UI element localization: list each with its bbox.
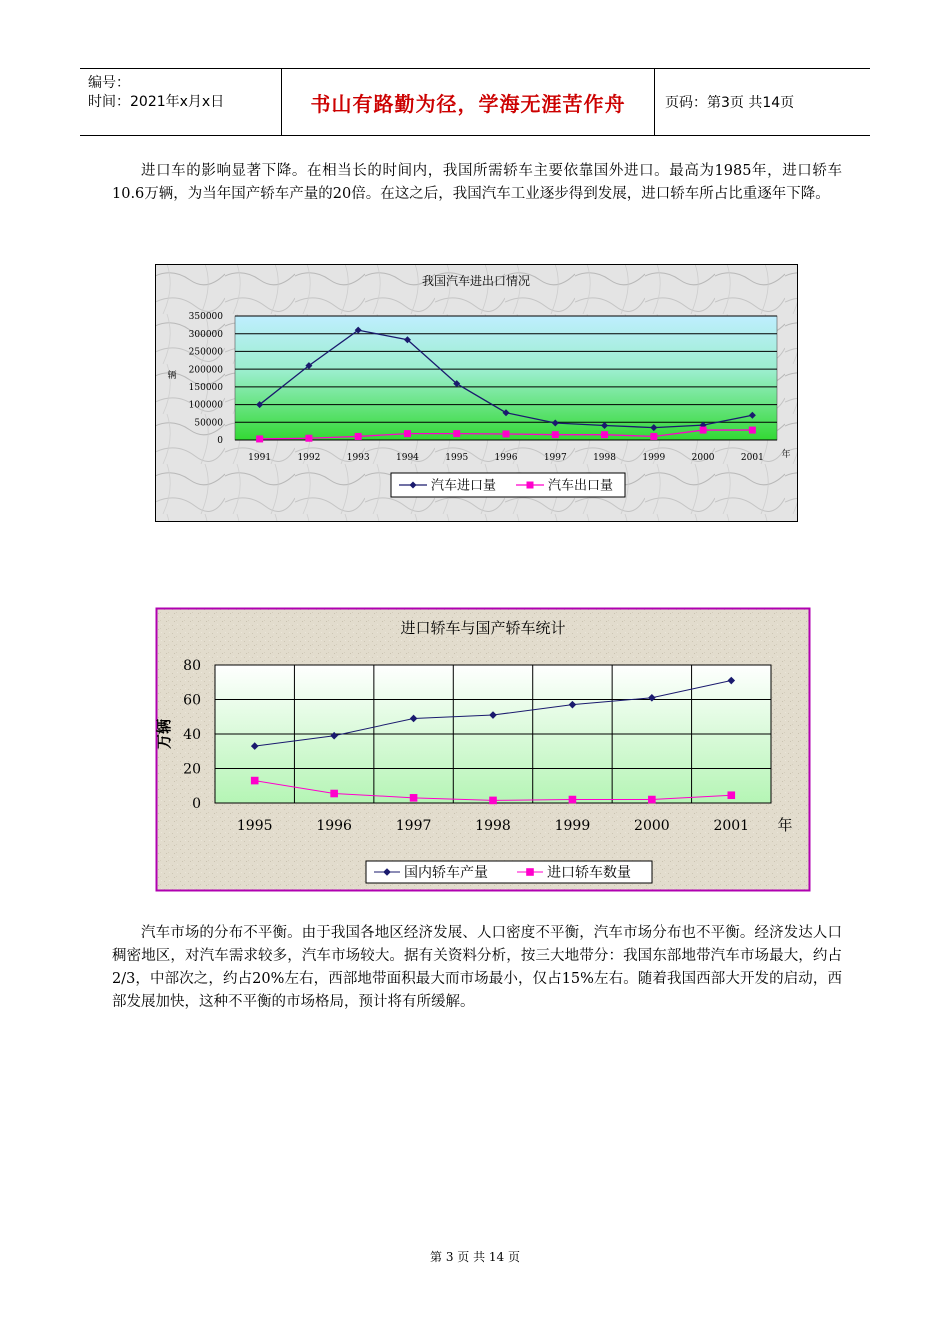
chart-title: 我国汽车进出口情况: [421, 274, 531, 288]
chart-svg: [155, 607, 811, 892]
y-tick-label: 40: [183, 726, 201, 743]
x-tick-label: 1991: [248, 453, 272, 463]
data-point: [404, 430, 411, 437]
data-point: [256, 435, 263, 442]
paragraph-import-cars: [112, 160, 842, 206]
y-axis-label: 万辆: [155, 718, 173, 750]
y-tick-label: 20: [183, 761, 201, 778]
header-motto: [282, 69, 655, 135]
x-tick-label: 1995: [236, 818, 273, 834]
data-point: [749, 427, 756, 434]
data-point: [453, 430, 460, 437]
y-tick-label: 50000: [194, 418, 223, 429]
page-header: [80, 68, 870, 136]
legend-marker: [526, 868, 534, 876]
x-tick-label: 1996: [316, 818, 352, 834]
x-tick-label: 1998: [475, 818, 511, 834]
paragraph-text: 进口车的影响显著下降。在相当长的时间内，我国所需轿车主要依靠国外进口。最高为1985年，进口轿车10.6万辆，为当年国产轿车产量的20倍。在这之后，我国汽车工业逐步得到发展，进口轿车所占比重逐年下降。: [112, 163, 842, 202]
y-tick-label: 150000: [188, 383, 223, 394]
x-tick-label: 1997: [543, 453, 567, 463]
legend-marker: [527, 482, 534, 489]
x-tick-label: 1992: [297, 453, 321, 463]
paragraph-text: 汽车市场的分布不平衡。由于我国各地区经济发展、人口密度不平衡，汽车市场分布也不平衡。经济发达人口稠密地区，对汽车需求较多，汽车市场较大。据有关资料分析，按三大地带分：我国东部地带汽车市场最大，约占2/3，中部次之，约占20%左右，西部地带面积最大而市场最小，仅占15%左右。随着我国西部大开发的启动，西部发展加快，这种不平衡的市场格局，预计将有所缓解。: [112, 925, 842, 1010]
data-point: [569, 796, 577, 804]
page-info-text: 页码：第3页 共14页: [665, 95, 795, 111]
chart-sedan-import-domestic: [155, 607, 811, 892]
y-tick-label: 250000: [188, 347, 223, 358]
x-tick-label: 1994: [396, 453, 419, 463]
plot-area: [235, 316, 777, 440]
legend-label: 进口轿车数量: [547, 865, 631, 882]
x-tick-label: 2000: [691, 453, 715, 463]
x-tick-label: 1996: [494, 453, 518, 463]
x-axis-label: 年: [781, 450, 791, 460]
x-tick-label: 1999: [642, 453, 666, 463]
y-tick-label: 200000: [188, 365, 223, 376]
document-time-label: 时间：2021年x月x日: [88, 94, 225, 110]
data-point: [251, 777, 259, 785]
data-point: [648, 796, 656, 804]
y-tick-label: 60: [183, 692, 201, 709]
data-point: [305, 435, 312, 442]
legend-label: 国内轿车产量: [404, 865, 488, 882]
legend-label: 汽车进口量: [431, 478, 497, 494]
y-tick-label: 300000: [188, 329, 223, 340]
x-tick-label: 2000: [634, 818, 670, 834]
y-tick-label: 80: [183, 657, 201, 674]
y-tick-label: 0: [217, 436, 223, 447]
x-tick-label: 2001: [713, 818, 750, 834]
chart-title: 进口轿车与国产轿车统计: [400, 619, 566, 637]
data-point: [601, 431, 608, 438]
data-point: [410, 794, 418, 802]
data-point: [330, 790, 338, 798]
x-axis-label: 年: [777, 816, 793, 834]
header-meta: [80, 69, 282, 135]
data-point: [355, 433, 362, 440]
page-footer: [0, 1248, 950, 1265]
y-tick-label: 350000: [188, 312, 223, 323]
x-tick-label: 1999: [554, 818, 591, 834]
x-tick-label: 1993: [346, 453, 370, 463]
data-point: [552, 431, 559, 438]
x-tick-label: 2001: [740, 453, 764, 463]
data-point: [727, 791, 735, 799]
x-tick-label: 1998: [593, 453, 616, 463]
y-tick-label: 0: [192, 795, 201, 812]
header-page-info: [655, 69, 870, 135]
motto-text: 书山有路勤为径，学海无涯苦作舟: [310, 91, 626, 116]
paragraph-market-distribution: [112, 922, 842, 1014]
data-point: [489, 797, 497, 805]
y-tick-label: 100000: [188, 400, 223, 411]
data-point: [650, 433, 657, 440]
y-axis-label: 辆: [167, 371, 177, 381]
x-tick-label: 1995: [445, 453, 469, 463]
chart-svg: [155, 264, 798, 522]
chart-auto-import-export: [155, 264, 798, 522]
data-point: [700, 427, 707, 434]
footer-page-number: 第 3 页 共 14 页: [430, 1250, 520, 1264]
document-number-label: 编号：: [88, 75, 130, 91]
legend-label: 汽车出口量: [548, 478, 614, 494]
data-point: [503, 430, 510, 437]
x-tick-label: 1997: [395, 818, 432, 834]
